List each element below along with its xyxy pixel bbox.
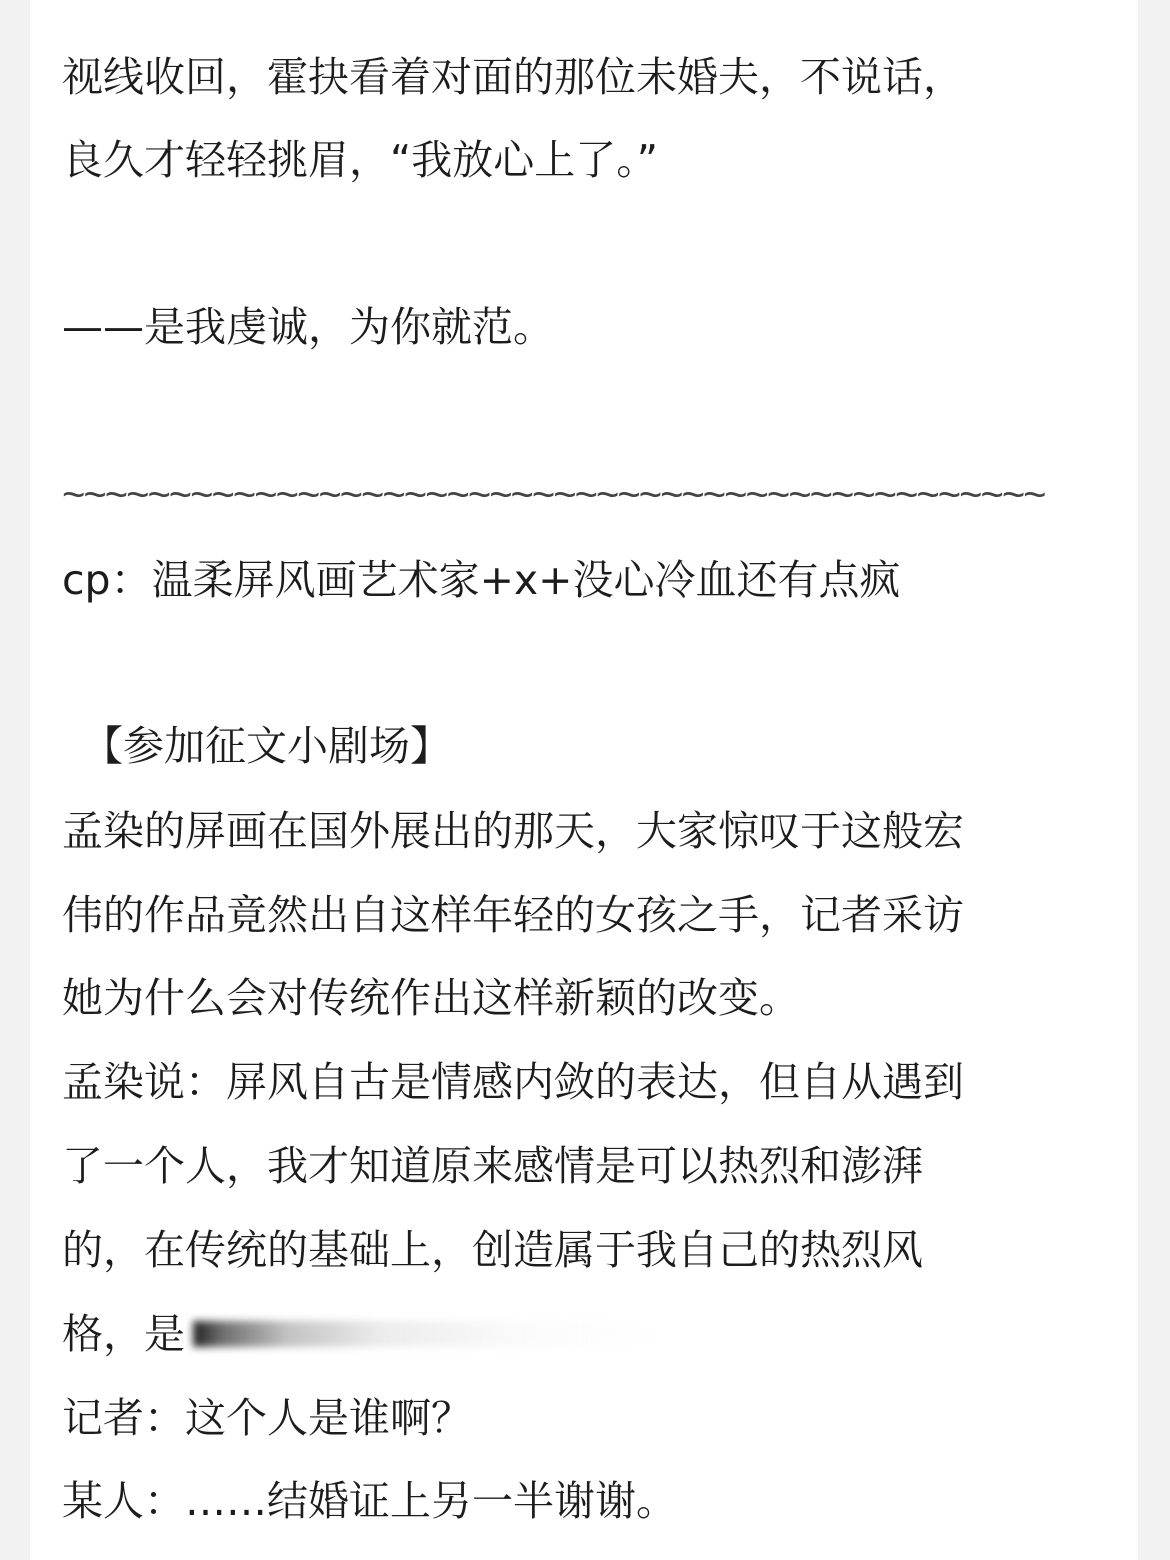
text-page xyxy=(30,0,1138,1560)
text-line-with-redaction xyxy=(62,1309,185,1359)
text-line: 了一个人，我才知道原来感情是可以热烈和澎湃 xyxy=(62,1142,923,1190)
text-line: 的，在传统的基础上，创造属于我自己的热烈风 xyxy=(62,1226,923,1274)
text-line: 某人：……结婚证上另一半谢谢。 xyxy=(62,1477,677,1525)
text-line: 记者：这个人是谁啊？ xyxy=(62,1394,472,1442)
text-line: 伟的作品竟然出自这样年轻的女孩之手，记者采访 xyxy=(62,891,964,939)
text-line: 她为什么会对传统作出这样新颖的改变。 xyxy=(62,974,800,1022)
text-line: 孟染的屏画在国外展出的那天，大家惊叹于这般宏 xyxy=(62,807,964,855)
text-line: 视线收回，霍抉看着对面的那位未婚夫，不说话， xyxy=(62,53,964,101)
section-heading: 【参加征文小剧场】 xyxy=(82,722,451,770)
tilde-divider: ~~~~~~~~~~~~~~~~~~~~~~~~~~~~~~~~~~~~~~~~~~~~~~ xyxy=(62,473,1045,517)
text-line: ——是我虔诚，为你就范。 xyxy=(62,303,554,351)
text-line: cp：温柔屏风画艺术家+x+没心冷血还有点疯 xyxy=(62,556,901,604)
text-line: 良久才轻轻挑眉，“我放心上了。” xyxy=(62,136,658,184)
text-line: 孟染说：屏风自古是情感内敛的表达，但自从遇到 xyxy=(62,1058,964,1106)
text-fragment: 格，是 xyxy=(62,1310,185,1358)
